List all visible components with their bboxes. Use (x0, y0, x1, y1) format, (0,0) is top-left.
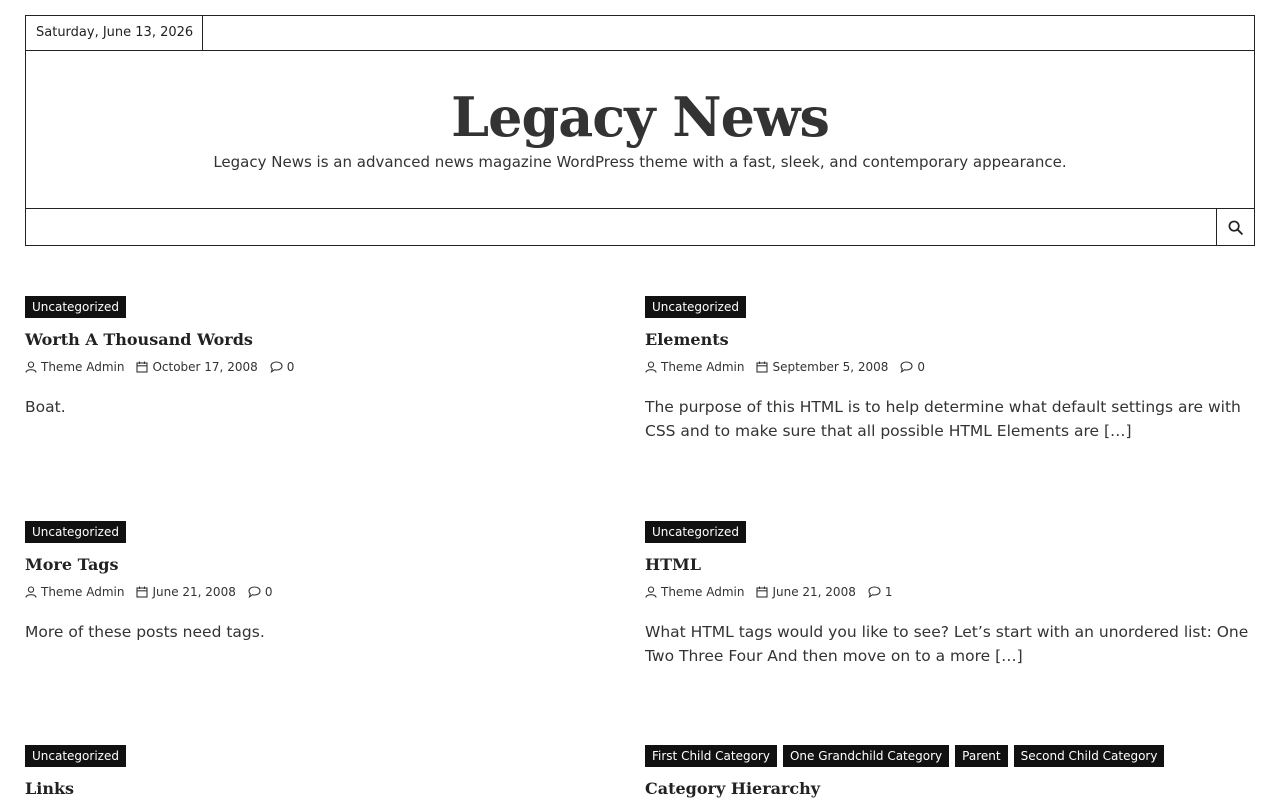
category-tag[interactable]: Second Child Category (1014, 745, 1165, 767)
post-author[interactable] (645, 359, 744, 375)
post-card (645, 745, 1255, 799)
post-excerpt: The purpose of this HTML is to help determine what default settings are with CSS and to make sure that all possible HTML Elements are […] (645, 398, 1241, 440)
category-tag[interactable]: Uncategorized (25, 745, 126, 767)
user-icon (645, 361, 657, 373)
site-description: Legacy News is an advanced news magazine WordPress theme with a fast, sleek, and contemporary appearance. (213, 153, 1067, 171)
comment-count: 0 (917, 360, 926, 374)
post-categories (25, 521, 635, 543)
post-card (25, 521, 635, 644)
post-title[interactable]: More Tags (25, 555, 119, 574)
author-name: Theme Admin (661, 585, 745, 599)
post-date[interactable] (136, 359, 257, 375)
comment-count: 0 (264, 585, 273, 599)
post-categories (645, 521, 1255, 543)
top-bar (25, 15, 1255, 51)
post-comments[interactable] (270, 359, 295, 375)
post-title[interactable]: Category Hierarchy (645, 779, 821, 798)
comment-icon (248, 586, 261, 598)
category-tag[interactable]: One Grandchild Category (783, 745, 949, 767)
author-name: Theme Admin (661, 360, 745, 374)
date-text: June 21, 2008 (772, 585, 856, 599)
post-comments[interactable] (248, 584, 273, 600)
post-comments[interactable] (868, 584, 893, 600)
comment-count: 0 (286, 360, 295, 374)
post-card (25, 296, 635, 419)
post-date[interactable] (756, 359, 888, 375)
post-author[interactable] (645, 584, 744, 600)
post-meta (645, 584, 1255, 600)
date-text: October 17, 2008 (152, 360, 258, 374)
post-meta (25, 584, 635, 600)
calendar-icon (756, 586, 768, 598)
post-title[interactable]: Links (25, 779, 75, 798)
post-excerpt: What HTML tags would you like to see? Let’s start with an unordered list: One Two Three Four And then move on to a more […] (645, 623, 1249, 665)
post-author[interactable] (25, 584, 124, 600)
site-header (25, 50, 1255, 209)
calendar-icon (756, 361, 768, 373)
category-tag[interactable]: Uncategorized (645, 521, 746, 543)
category-tag[interactable]: First Child Category (645, 745, 777, 767)
comment-icon (868, 586, 881, 598)
post-excerpt: Boat. (25, 398, 66, 416)
user-icon (25, 586, 37, 598)
main-navigation (25, 208, 1255, 246)
search-icon (1228, 220, 1243, 235)
comment-icon (900, 361, 913, 373)
date-text: September 5, 2008 (772, 360, 889, 374)
post-meta (645, 359, 1255, 375)
post-comments[interactable] (900, 359, 925, 375)
current-date: Saturday, June 13, 2026 (26, 16, 203, 50)
author-name: Theme Admin (41, 360, 125, 374)
post-date[interactable] (136, 584, 235, 600)
date-text: June 21, 2008 (152, 585, 236, 599)
user-icon (25, 361, 37, 373)
post-card (25, 745, 635, 799)
post-date[interactable] (756, 584, 855, 600)
post-title[interactable]: Worth A Thousand Words (25, 330, 253, 349)
calendar-icon (136, 586, 148, 598)
post-categories (25, 296, 635, 318)
post-categories (25, 745, 635, 767)
comment-icon (270, 361, 283, 373)
post-title[interactable]: Elements (645, 330, 729, 349)
post-categories (645, 296, 1255, 318)
category-tag[interactable]: Uncategorized (645, 296, 746, 318)
author-name: Theme Admin (41, 585, 125, 599)
category-tag[interactable]: Uncategorized (25, 296, 126, 318)
post-card (645, 296, 1255, 443)
post-title[interactable]: HTML (645, 555, 701, 574)
site-title[interactable]: Legacy News (451, 85, 829, 149)
comment-count: 1 (884, 585, 893, 599)
search-button[interactable] (1216, 209, 1254, 245)
calendar-icon (136, 361, 148, 373)
post-categories (645, 745, 1255, 767)
post-author[interactable] (25, 359, 124, 375)
user-icon (645, 586, 657, 598)
post-meta (25, 359, 635, 375)
category-tag[interactable]: Parent (955, 745, 1007, 767)
post-card (645, 521, 1255, 668)
post-excerpt: More of these posts need tags. (25, 623, 265, 641)
category-tag[interactable]: Uncategorized (25, 521, 126, 543)
